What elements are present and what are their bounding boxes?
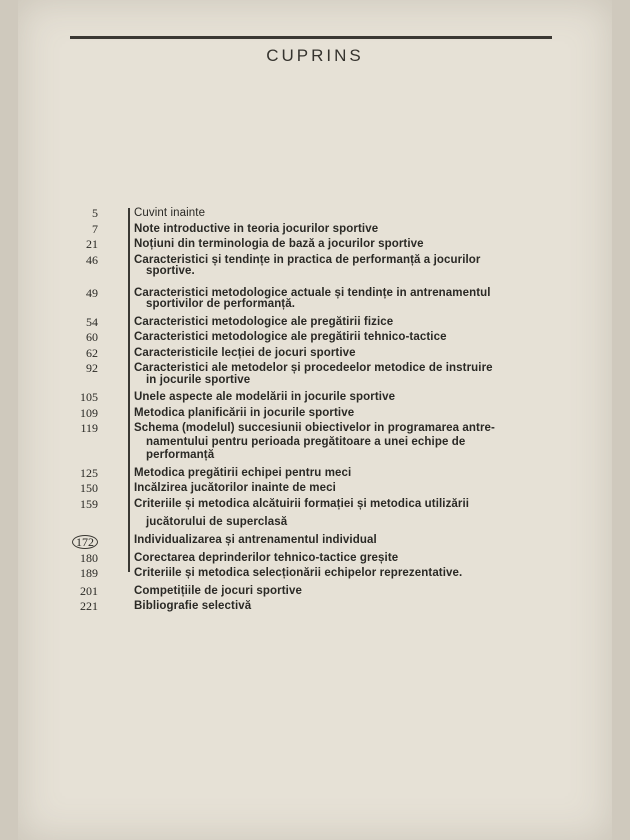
toc-entry-title: Caracteristici și tendințe in practica de performanță a jocurilor [134,253,481,266]
toc-entry-title-cont: namentului pentru perioada pregătitoare a unei echipe de [146,435,466,448]
toc-entry-title-cont: sportivilor de performanță. [146,298,296,310]
toc-entry-title: Criteriile și metodica selecționării echipelor reprezentative. [134,567,463,579]
toc-entry-title: Caracteristici ale metodelor și procedeelor metodice de instruire [134,362,493,374]
toc-page-number: 150 [80,481,98,495]
faded-imprint-stamp [273,570,383,660]
toc-entry [58,392,558,404]
toc-entry-title: Note introductive in teoria jocurilor sportive [134,222,379,235]
toc-page-number: 180 [80,550,98,565]
toc-entry-title: Schema (modelul) succesiunii obiectivelor in programarea antre- [134,422,495,434]
toc-entry [58,252,558,267]
toc-entry-title: Corectarea deprinderilor tehnico-tactice greșite [134,551,399,564]
toc-entry [58,483,558,495]
book-page [18,0,612,840]
top-rule [70,36,552,39]
toc-page-number: 21 [86,237,98,251]
toc-entry-title: Caracteristicile lecției de jocuri sportive [134,346,356,359]
toc-entry-title: Caracteristici metodologice ale pregătirii tehnico-tactice [134,331,447,343]
toc-entry-title: Criteriile și metodica alcătuirii formației și metodica utilizării [134,497,470,510]
toc-entry-title-cont: jucătorului de superclasă [146,516,288,528]
toc-page-number: 125 [80,465,98,480]
toc-page-number: 159 [80,496,98,511]
toc-entry-title: Metodica pregătirii echipei pentru meci [134,466,352,479]
toc-page-number: 105 [80,390,98,404]
toc-entry [58,221,558,236]
toc-divider-line [128,208,130,572]
toc-entry-title-cont: in jocurile sportive [146,373,251,386]
toc-entry-title: Individualizarea și antrenamentul individual [134,533,377,546]
toc-entry-title: Caracteristici metodologice ale pregătirii fizice [134,315,394,328]
toc-entry [58,535,558,549]
toc-entry-continuation [58,450,558,462]
toc-page-number: 62 [86,345,98,360]
toc-entry-title: Bibliografie selectivă [134,600,252,612]
toc-entry [58,314,558,329]
toc-page-number: 49 [86,285,98,300]
toc-page-number: 109 [80,405,98,420]
toc-entry [58,363,558,375]
toc-entry [58,239,558,251]
page-title: CUPRINS [266,46,364,65]
toc-entry-title: Incălzirea jucătorilor inainte de meci [134,482,336,494]
toc-entry-continuation [58,266,558,278]
table-of-contents [58,208,558,613]
toc-entry [58,332,558,344]
toc-page-number: 119 [80,421,98,435]
toc-entry-continuation [58,517,558,529]
toc-entry-title: Competițiile de jocuri sportive [134,584,302,597]
toc-page-number: 189 [80,566,98,580]
toc-page-number: 5 [92,206,98,220]
toc-entry [58,496,558,511]
toc-entry-title: Cuvint inainte [134,207,206,219]
toc-entry [58,345,558,360]
toc-entry-title: Unele aspecte ale modelării in jocurile sportive [134,391,396,403]
toc-entry-title-cont: sportive. [146,265,195,277]
toc-page-number: 221 [80,599,98,613]
toc-entry [58,208,558,220]
toc-page-number: 60 [86,330,98,344]
toc-page-number: 46 [86,252,98,267]
toc-entry [58,423,558,435]
toc-page-number: 7 [92,221,98,236]
toc-entry [58,550,558,565]
toc-entry [58,405,558,420]
toc-entry-continuation [58,437,558,449]
toc-page-number: 92 [86,361,98,375]
toc-entry-continuation [58,375,558,387]
toc-page-number: 54 [86,314,98,329]
toc-entry-title: Caracteristici metodologice actuale și tendințe in antrenamentul [134,286,491,299]
toc-entry [58,465,558,480]
toc-entry-title-cont: performanță [146,449,215,461]
toc-page-number: 201 [80,583,98,598]
toc-entry-continuation [58,299,558,311]
toc-entry-title: Noțiuni din terminologia de bază a jocurilor sportive [134,238,424,250]
toc-entry-title: Metodica planificării in jocurile sportive [134,406,355,419]
circled-page-number: 172 [72,535,98,549]
toc-entry [58,285,558,300]
